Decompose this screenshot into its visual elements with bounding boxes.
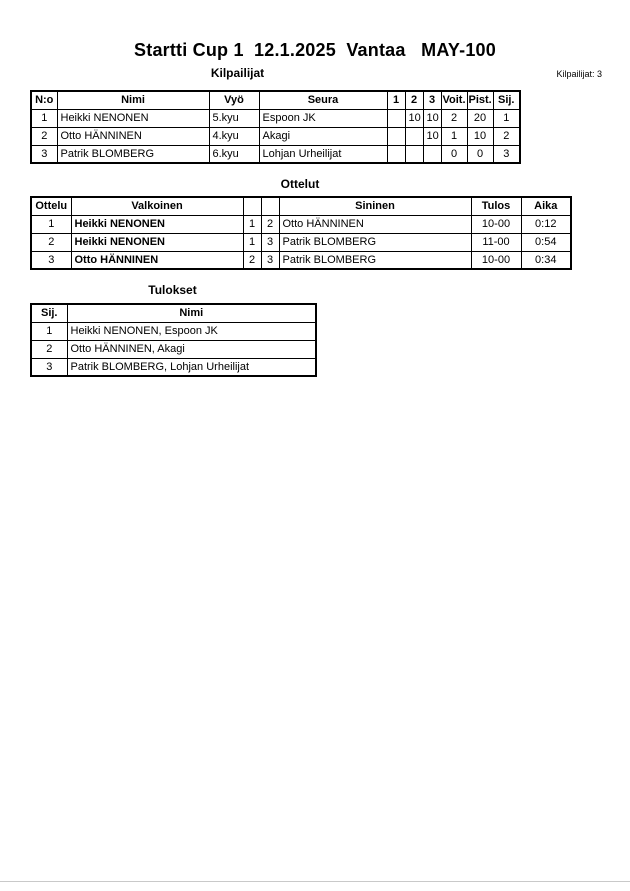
cell-score-2 bbox=[405, 127, 423, 145]
cell-sij: 1 bbox=[31, 322, 67, 340]
cell-score-3: 10 bbox=[423, 109, 441, 127]
tulokset-table bbox=[30, 303, 317, 377]
cell-vyo: 4.kyu bbox=[209, 127, 259, 145]
cell-sininen: Otto HÄNNINEN bbox=[279, 215, 471, 233]
cell-valkoinen-no: 2 bbox=[243, 251, 261, 269]
table-row bbox=[31, 215, 571, 233]
table-row bbox=[31, 322, 316, 340]
ottelut-header-row bbox=[31, 197, 571, 215]
cell-sininen-no: 2 bbox=[261, 215, 279, 233]
col-header-1: 1 bbox=[387, 91, 405, 109]
col-header-blank-2 bbox=[261, 197, 279, 215]
cell-sij: 2 bbox=[493, 127, 520, 145]
cell-valkoinen: Heikki NENONEN bbox=[71, 233, 243, 251]
cell-tulos: 11-00 bbox=[471, 233, 521, 251]
kilpailijat-table bbox=[30, 90, 521, 164]
cell-sij: 3 bbox=[31, 358, 67, 376]
cell-seura: Espoon JK bbox=[259, 109, 387, 127]
cell-score-1 bbox=[387, 127, 405, 145]
cell-sininen: Patrik BLOMBERG bbox=[279, 233, 471, 251]
cell-sij: 2 bbox=[31, 340, 67, 358]
col-header-blank-1 bbox=[243, 197, 261, 215]
col-header-no: N:o bbox=[31, 91, 57, 109]
cell-sininen-no: 3 bbox=[261, 251, 279, 269]
cell-nimi: Otto HÄNNINEN bbox=[57, 127, 209, 145]
cell-tulos: 10-00 bbox=[471, 251, 521, 269]
cell-score-3: 10 bbox=[423, 127, 441, 145]
cell-valkoinen-no: 1 bbox=[243, 233, 261, 251]
cell-nimi: Otto HÄNNINEN, Akagi bbox=[67, 340, 316, 358]
footer-divider bbox=[0, 881, 630, 882]
kilpailijat-header-row bbox=[31, 91, 520, 109]
cell-score-1 bbox=[387, 109, 405, 127]
cell-aika: 0:12 bbox=[521, 215, 571, 233]
cell-voit: 0 bbox=[441, 145, 467, 163]
cell-seura: Akagi bbox=[259, 127, 387, 145]
col-header-ottelu: Ottelu bbox=[31, 197, 71, 215]
ottelut-table bbox=[30, 196, 572, 270]
cell-ottelu: 3 bbox=[31, 251, 71, 269]
cell-valkoinen: Otto HÄNNINEN bbox=[71, 251, 243, 269]
cell-sij: 3 bbox=[493, 145, 520, 163]
cell-voit: 1 bbox=[441, 127, 467, 145]
table-row bbox=[31, 251, 571, 269]
cell-nimi: Heikki NENONEN bbox=[57, 109, 209, 127]
cell-ottelu: 1 bbox=[31, 215, 71, 233]
cell-pist: 0 bbox=[467, 145, 493, 163]
table-row bbox=[31, 145, 520, 163]
page-title: Startti Cup 1 12.1.2025 Vantaa MAY-100 bbox=[134, 40, 496, 60]
col-header-sij: Sij. bbox=[31, 304, 67, 322]
col-header-nimi: Nimi bbox=[67, 304, 316, 322]
cell-sininen: Patrik BLOMBERG bbox=[279, 251, 471, 269]
cell-vyo: 6.kyu bbox=[209, 145, 259, 163]
cell-score-1 bbox=[387, 145, 405, 163]
cell-ottelu: 2 bbox=[31, 233, 71, 251]
cell-vyo: 5.kyu bbox=[209, 109, 259, 127]
col-header-aika: Aika bbox=[521, 197, 571, 215]
col-header-tulos: Tulos bbox=[471, 197, 521, 215]
cell-tulos: 10-00 bbox=[471, 215, 521, 233]
competitor-count-note: Kilpailijat: 3 bbox=[556, 69, 602, 79]
cell-score-2 bbox=[405, 145, 423, 163]
cell-pist: 10 bbox=[467, 127, 493, 145]
table-row bbox=[31, 233, 571, 251]
cell-nimi: Patrik BLOMBERG, Lohjan Urheilijat bbox=[67, 358, 316, 376]
cell-aika: 0:34 bbox=[521, 251, 571, 269]
cell-valkoinen-no: 1 bbox=[243, 215, 261, 233]
table-row bbox=[31, 358, 316, 376]
cell-no: 3 bbox=[31, 145, 57, 163]
col-header-sininen: Sininen bbox=[279, 197, 471, 215]
cell-nimi: Heikki NENONEN, Espoon JK bbox=[67, 322, 316, 340]
cell-no: 2 bbox=[31, 127, 57, 145]
col-header-valkoinen: Valkoinen bbox=[71, 197, 243, 215]
kilpailijat-section-title: Kilpailijat bbox=[210, 66, 265, 80]
tulokset-section-title: Tulokset bbox=[148, 283, 197, 297]
ottelut-section-title: Ottelut bbox=[280, 177, 320, 191]
col-header-2: 2 bbox=[405, 91, 423, 109]
cell-no: 1 bbox=[31, 109, 57, 127]
table-row bbox=[31, 340, 316, 358]
cell-nimi: Patrik BLOMBERG bbox=[57, 145, 209, 163]
col-header-3: 3 bbox=[423, 91, 441, 109]
col-header-voit: Voit. bbox=[441, 91, 467, 109]
table-row bbox=[31, 109, 520, 127]
cell-aika: 0:54 bbox=[521, 233, 571, 251]
col-header-vyo: Vyö bbox=[209, 91, 259, 109]
cell-score-3 bbox=[423, 145, 441, 163]
cell-voit: 2 bbox=[441, 109, 467, 127]
col-header-nimi: Nimi bbox=[57, 91, 209, 109]
cell-pist: 20 bbox=[467, 109, 493, 127]
col-header-sij: Sij. bbox=[493, 91, 520, 109]
cell-sininen-no: 3 bbox=[261, 233, 279, 251]
cell-seura: Lohjan Urheilijat bbox=[259, 145, 387, 163]
col-header-seura: Seura bbox=[259, 91, 387, 109]
col-header-pist: Pist. bbox=[467, 91, 493, 109]
tulokset-header-row bbox=[31, 304, 316, 322]
cell-sij: 1 bbox=[493, 109, 520, 127]
cell-valkoinen: Heikki NENONEN bbox=[71, 215, 243, 233]
table-row bbox=[31, 127, 520, 145]
cell-score-2: 10 bbox=[405, 109, 423, 127]
